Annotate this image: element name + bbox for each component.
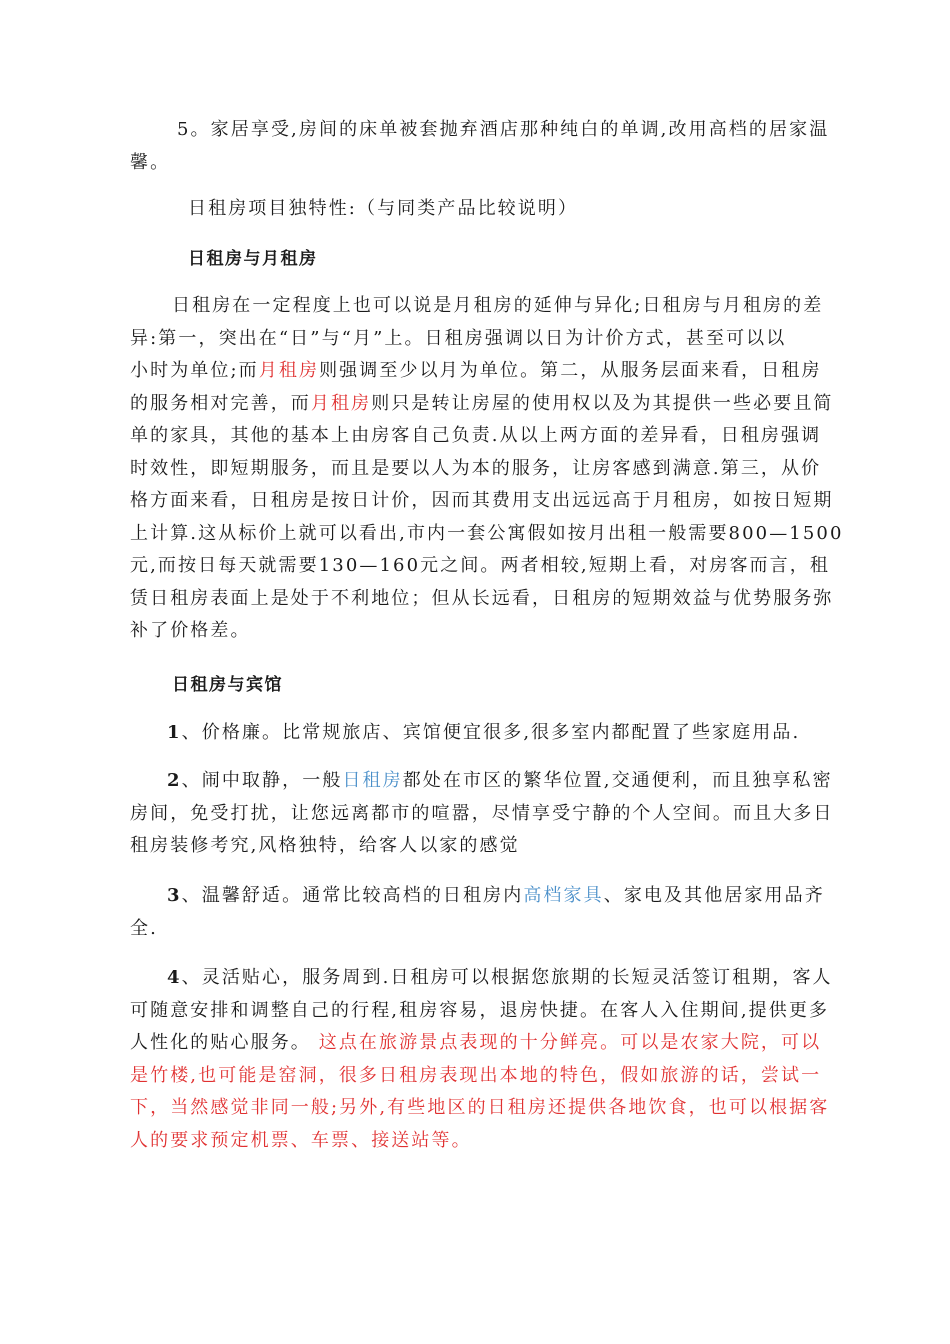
- list-item-3: [130, 880, 825, 945]
- text-line: [130, 765, 833, 798]
- text-line: 格方面来看，日租房是按日计价，因而其费用支出远远高于月租房，如按日短期: [130, 490, 834, 511]
- text-segment: 小时为单位;而: [130, 360, 259, 381]
- text-line: [130, 717, 801, 750]
- text-line: 日租房在一定程度上也可以说是月租房的延伸与异化;日租房与月租房的差: [172, 295, 824, 316]
- text-line: 全.: [130, 917, 158, 939]
- text-line: [130, 880, 825, 913]
- text-line: 房间，免受打扰，让您远离都市的喧嚣，尽情享受宁静的个人空间。而且大多日: [130, 802, 834, 824]
- item-number: 4: [167, 967, 182, 988]
- text-line: 馨。: [130, 151, 171, 173]
- text-segment: 、灵活贴心，服务周到.日租房可以根据您旅期的长短灵活签订租期，客人: [181, 967, 833, 988]
- text-segment: 人性化的贴心服务。: [130, 1032, 311, 1053]
- paragraph-daily-vs-monthly: [130, 290, 844, 648]
- premium-furniture-link[interactable]: 高档家具: [523, 885, 604, 906]
- text-line: 元,而按日每天就需要130—160元之间。两者相较,短期上看，对房客而言，租: [130, 555, 830, 576]
- heading-daily-vs-monthly: 日租房与月租房: [188, 249, 318, 269]
- daily-rent-link[interactable]: 日租房: [342, 770, 403, 791]
- text-segment: 、家电及其他居家用品齐: [603, 885, 825, 906]
- list-item-2: [130, 765, 834, 863]
- text-segment: 则强调至少以月为单位。第二，从服务层面来看，日租房: [319, 360, 822, 381]
- item-number: 1: [167, 722, 182, 743]
- text-segment: 都处在市区的繁华位置,交通便利，而且独享私密: [402, 770, 833, 791]
- text-line: 上计算.这从标价上就可以看出,市内一套公寓假如按月出租一般需要800—1500: [130, 522, 844, 544]
- highlighted-text-line: 下，当然感觉非同一般;另外,有些地区的日租房还提供各地饮食，也可以根据客: [130, 1097, 830, 1118]
- monthly-rent-link[interactable]: 月租房: [310, 392, 372, 414]
- text-line: [130, 355, 822, 388]
- monthly-rent-link[interactable]: 月租房: [258, 360, 320, 381]
- text-line: [130, 388, 834, 421]
- text-line: [130, 962, 833, 995]
- paragraph-home-comfort: [130, 114, 830, 179]
- text-line: 租房装修考究,风格独特，给客人以家的感觉: [130, 835, 520, 856]
- text-line: 异:第一，突出在“日”与“月”上。日租房强调以日为计价方式，甚至可以以: [130, 327, 787, 349]
- text-segment: 则只是转让房屋的使用权以及为其提供一些必要且简: [371, 392, 834, 414]
- text-segment: 、温馨舒适。通常比较高档的日租房内: [181, 885, 524, 906]
- list-item-1: [130, 717, 801, 750]
- heading-daily-vs-hotel: 日租房与宾馆: [172, 675, 283, 695]
- highlighted-text-line: 人的要求预定机票、车票、接送站等。: [130, 1129, 472, 1151]
- highlighted-text: 这点在旅游景点表现的十分鲜亮。可以是农家大院，可以: [318, 1032, 822, 1053]
- text-line: 补了价格差。: [130, 620, 251, 641]
- paragraph-uniqueness: [188, 193, 848, 226]
- highlighted-text-line: 是竹楼,也可能是窑洞，很多日租房表现出本地的特色，假如旅游的话，尝试一: [130, 1064, 822, 1086]
- text-line: 日租房项目独特性:（与同类产品比较说明）: [188, 198, 579, 219]
- list-item-4: [130, 962, 833, 1157]
- item-number: 3: [167, 885, 182, 906]
- text-line: 单的家具，其他的基本上由房客自己负责.从以上两方面的差异看，日租房强调: [130, 425, 822, 446]
- text-segment: 的服务相对完善，而: [130, 392, 311, 414]
- text-segment: 、价格廉。比常规旅店、宾馆便宜很多,很多室内都配置了些家庭用品.: [181, 722, 801, 743]
- text-line: 可随意安排和调整自己的行程,租房容易，退房快捷。在客人入住期间,提供更多: [130, 999, 830, 1021]
- text-line: [130, 1027, 822, 1060]
- text-line: 5。家居享受,房间的床单被套抛弃酒店那种纯白的单调,改用高档的居家温: [177, 119, 830, 140]
- text-line: 赁日租房表面上是处于不利地位；但从长远看，日租房的短期效益与优势服务弥: [130, 587, 834, 609]
- text-line: 时效性，即短期服务，而且是要以人为本的服务，让房客感到满意.第三，从价: [130, 457, 822, 479]
- text-segment: 、闹中取静，一般: [181, 770, 343, 791]
- item-number: 2: [167, 770, 182, 791]
